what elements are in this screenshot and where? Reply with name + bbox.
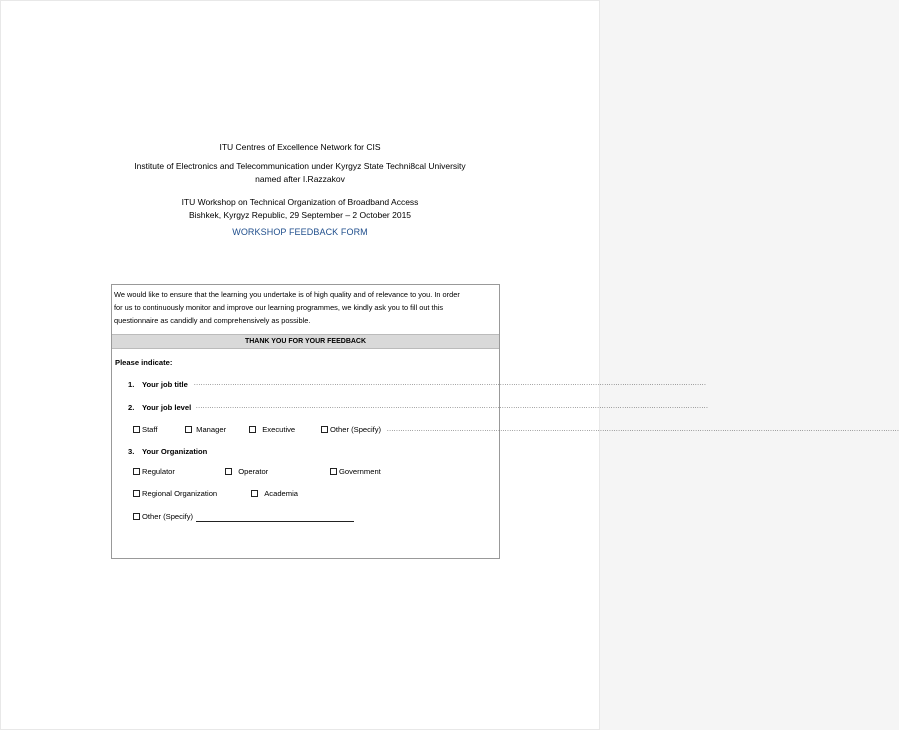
header-location-dates: Bishkek, Kyrgyz Republic, 29 September – 2 October 2015: [188, 210, 412, 220]
checkbox-icon: [133, 426, 140, 433]
regional-label: Regional Organization: [142, 489, 218, 498]
checkbox-academia[interactable]: [251, 489, 298, 499]
academia-label: Academia: [264, 489, 299, 498]
other-org-specify-field[interactable]: [196, 513, 354, 522]
checkbox-other-level[interactable]: [321, 425, 381, 435]
manager-label: Manager: [196, 425, 227, 434]
thank-you-banner: THANK YOU FOR YOUR FEEDBACK: [112, 334, 499, 349]
header-network-title: ITU Centres of Excellence Network for CIS: [219, 142, 381, 152]
checkbox-manager[interactable]: [185, 425, 226, 435]
checkbox-icon: [133, 468, 140, 475]
checkbox-staff[interactable]: [133, 425, 157, 435]
regulator-label: Regulator: [142, 467, 175, 476]
q3-number: 3.: [128, 447, 135, 456]
checkbox-government[interactable]: [330, 467, 381, 477]
q3-label: Your Organization: [142, 447, 208, 456]
government-label: Government: [339, 467, 381, 476]
other-level-specify-field[interactable]: ..................................................................................................................................................................................................................................: [387, 427, 899, 433]
staff-label: Staff: [142, 425, 158, 434]
intro-line-1: We would like to ensure that the learning you undertake is of high quality and of relevance to you. In order: [114, 290, 460, 299]
checkbox-icon: [330, 468, 337, 475]
executive-label: Executive: [262, 425, 296, 434]
checkbox-operator[interactable]: [225, 467, 268, 477]
job-title-field[interactable]: ..................................................................................................................................................................................................................................: [194, 381, 707, 387]
please-indicate-label: Please indicate:: [115, 358, 173, 367]
other-level-label: Other (Specify): [330, 425, 382, 434]
checkbox-icon: [249, 426, 256, 433]
q2-number: 2.: [128, 403, 135, 412]
checkbox-executive[interactable]: [249, 425, 295, 435]
other-org-label: Other (Specify): [142, 512, 194, 521]
checkbox-regulator[interactable]: [133, 467, 175, 477]
checkbox-icon: [133, 490, 140, 497]
checkbox-icon: [251, 490, 258, 497]
checkbox-icon: [185, 426, 192, 433]
q1-label: Your job title: [142, 380, 188, 389]
operator-label: Operator: [238, 467, 269, 476]
intro-text: [114, 288, 498, 327]
form-title: WORKSHOP FEEDBACK FORM: [232, 227, 368, 237]
checkbox-icon: [321, 426, 328, 433]
header-institute: Institute of Electronics and Telecommunication under Kyrgyz State Techni8cal University: [134, 161, 466, 171]
checkbox-regional-organization[interactable]: [133, 489, 217, 499]
checkbox-other-organization[interactable]: [133, 512, 354, 522]
q2-label: Your job level: [142, 403, 192, 412]
checkbox-icon: [225, 468, 232, 475]
header-workshop-name: ITU Workshop on Technical Organization of Broadband Access: [181, 197, 419, 207]
intro-line-2: for us to continuously monitor and improve our learning programmes, we kindly ask you to fill out this: [114, 303, 444, 312]
feedback-form: [111, 284, 899, 559]
job-level-field[interactable]: ..................................................................................................................................................................................................................................: [196, 404, 709, 410]
q1-number: 1.: [128, 380, 135, 389]
checkbox-icon: [133, 513, 140, 520]
intro-line-3: questionnaire as candidly and comprehensively as possible.: [114, 316, 311, 325]
header-named-after: named after I.Razzakov: [255, 174, 345, 184]
